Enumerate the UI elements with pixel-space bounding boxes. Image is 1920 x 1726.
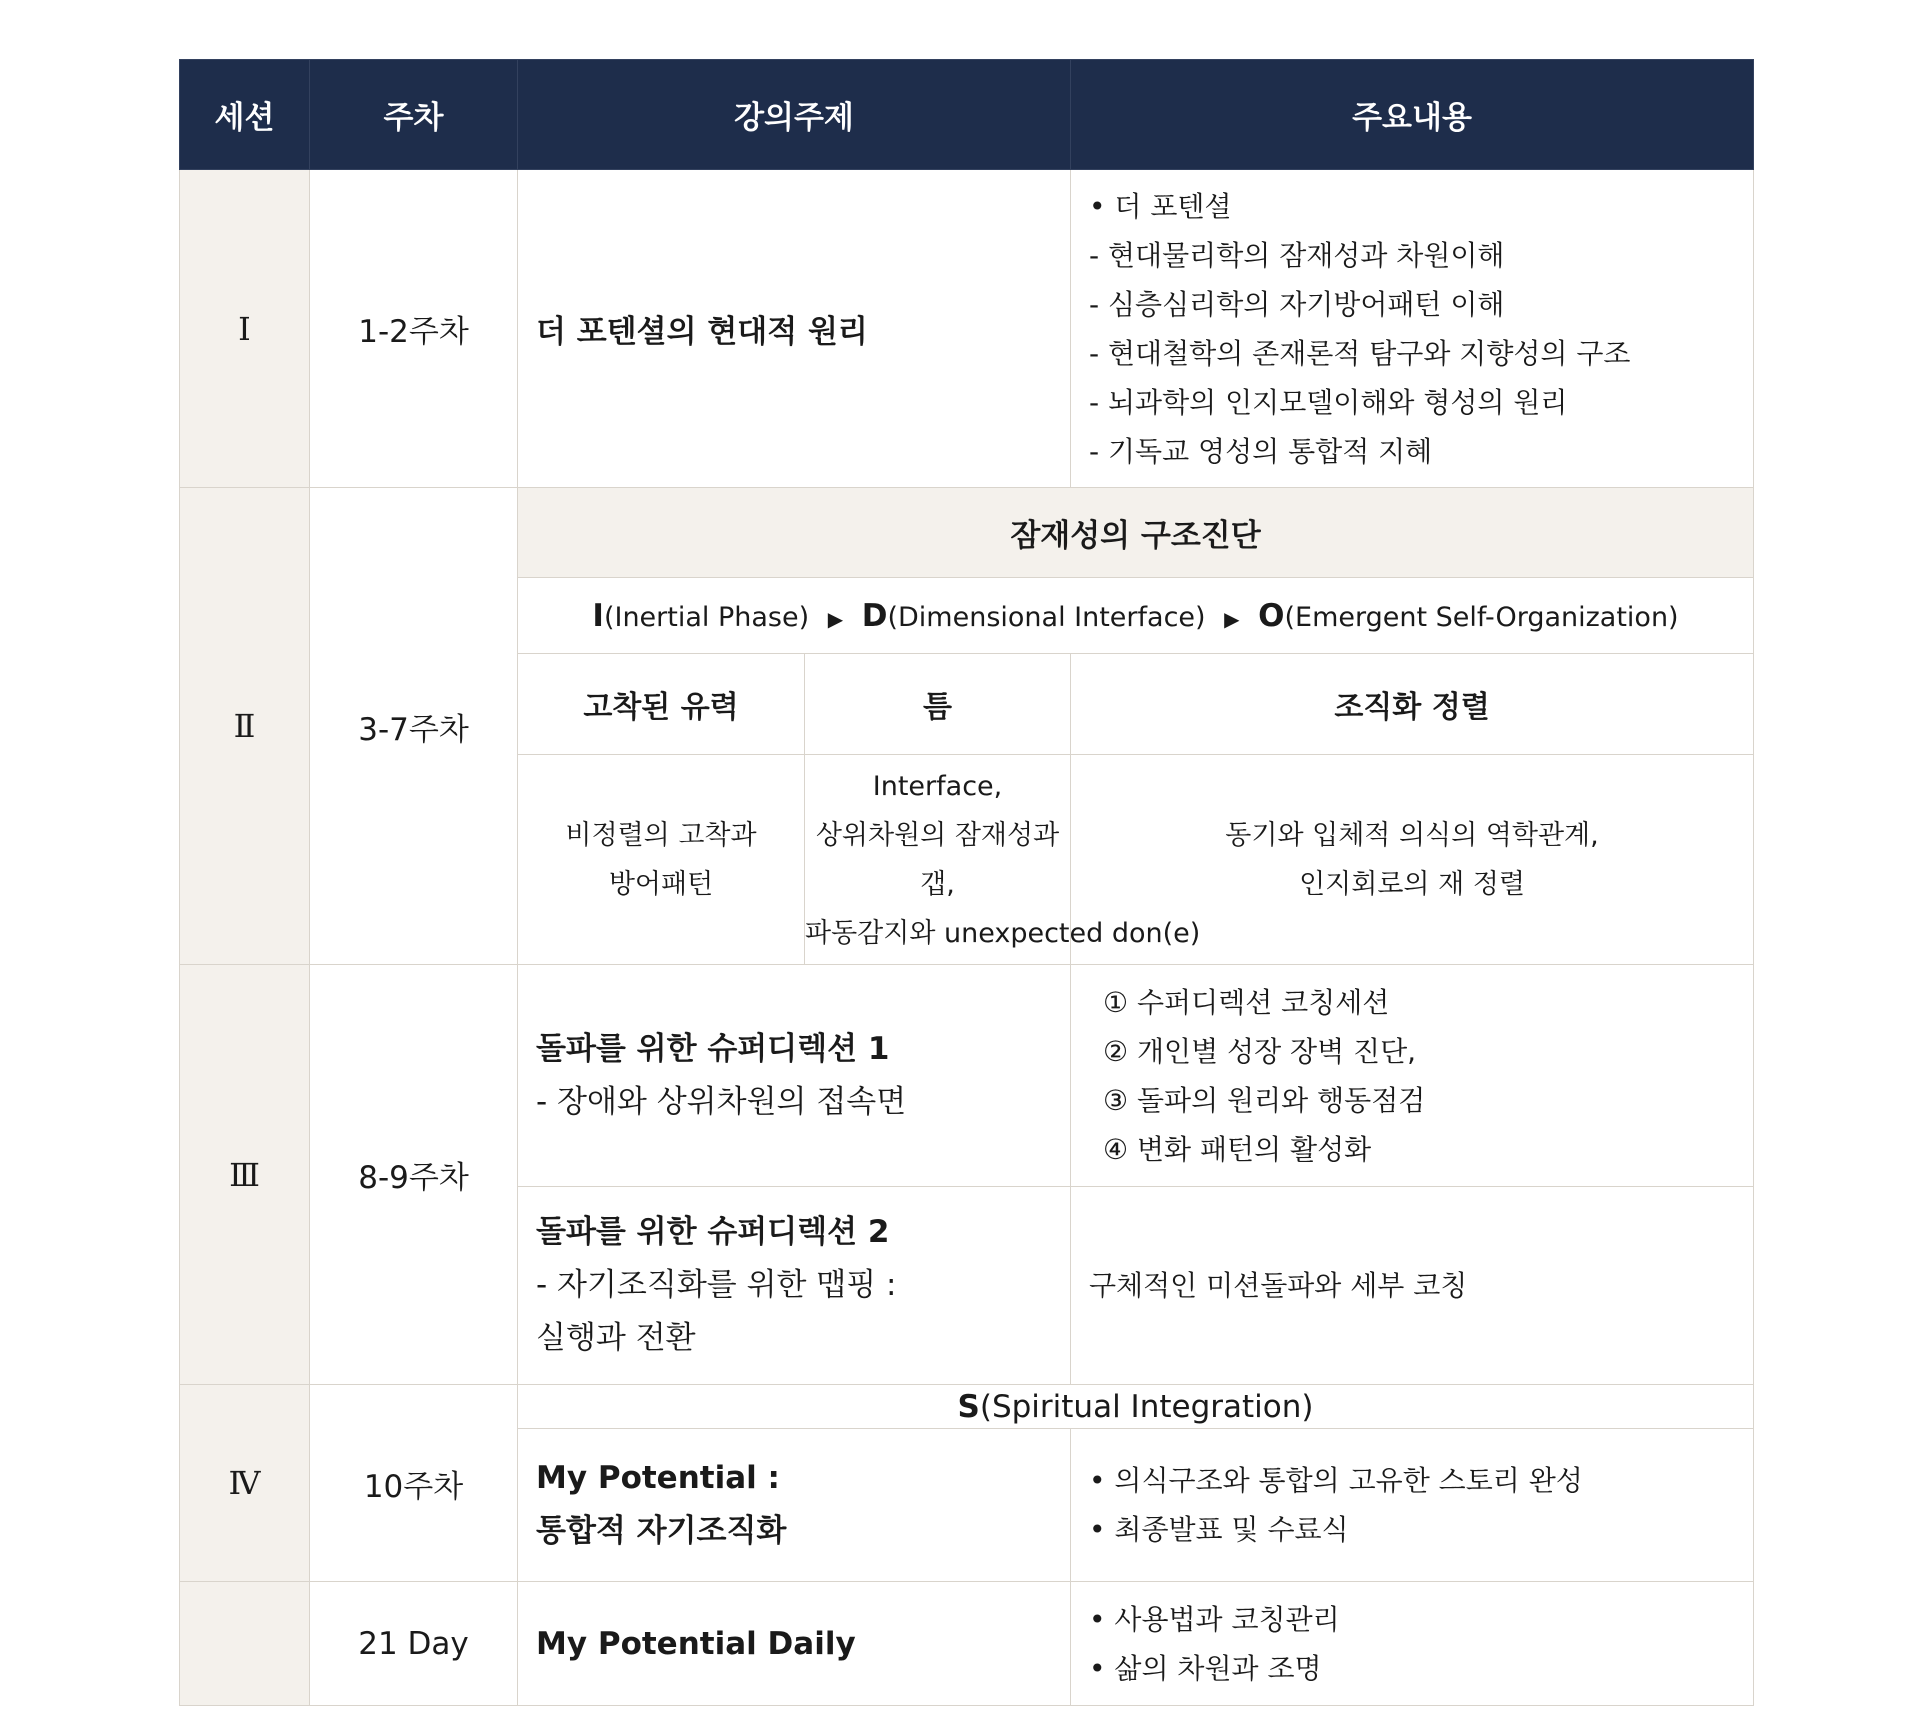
phase-text: (Emergent Self-Organization) bbox=[1284, 601, 1679, 633]
list-item: • 사용법과 코칭관리 bbox=[1089, 1602, 1340, 1636]
content-cell bbox=[1071, 170, 1754, 488]
phase-column-header: 고착된 유력 bbox=[518, 654, 805, 755]
topic-subtitle: - 장애와 상위차원의 접속면 bbox=[536, 1083, 907, 1120]
header-topic: 강의주제 bbox=[518, 60, 1071, 170]
phase-text: (Dimensional Interface) bbox=[887, 601, 1206, 633]
topic-title: 더 포텐셜의 현대적 원리 bbox=[536, 314, 868, 350]
curriculum-table bbox=[179, 59, 1754, 1706]
list-item: ④ 변화 패턴의 활성화 bbox=[1103, 1132, 1372, 1166]
header-row bbox=[180, 60, 1754, 170]
phase-text: (Inertial Phase) bbox=[603, 601, 810, 633]
phase-sequence bbox=[518, 578, 1754, 654]
session-cell: Ⅲ bbox=[180, 965, 310, 1385]
phase-column-header: 틈 bbox=[805, 654, 1071, 755]
text-line: 상위차원의 잠재성과 갭, bbox=[815, 819, 1060, 900]
topic-title: 돌파를 위한 슈퍼디렉션 2 bbox=[536, 1214, 890, 1250]
content-cell bbox=[1071, 1429, 1754, 1582]
text-line: 파동감지와 unexpected don(e) bbox=[805, 917, 1201, 949]
list-item: ③ 돌파의 원리와 행동점검 bbox=[1103, 1083, 1426, 1117]
topic-title: My Potential : bbox=[536, 1460, 780, 1496]
list-item: • 삶의 차원과 조명 bbox=[1089, 1651, 1322, 1685]
curriculum-table-wrapper bbox=[179, 59, 1753, 1706]
topic-subtitle: 실행과 전환 bbox=[536, 1320, 696, 1356]
week-cell: 8-9주차 bbox=[310, 965, 518, 1385]
diagnosis-title: 잠재성의 구조진단 bbox=[518, 488, 1754, 578]
session-cell: Ⅳ bbox=[180, 1385, 310, 1582]
text-line: 방어패턴 bbox=[608, 868, 714, 900]
content-cell: 구체적인 미션돌파와 세부 코칭 bbox=[1071, 1187, 1754, 1385]
list-item: ① 수퍼디렉션 코칭세션 bbox=[1103, 985, 1390, 1019]
table-row bbox=[180, 488, 1754, 578]
phase-letter: I bbox=[592, 597, 604, 634]
topic-cell bbox=[518, 965, 1071, 1187]
phase-column-content bbox=[805, 755, 1201, 965]
phase-text: (Spiritual Integration) bbox=[979, 1388, 1314, 1425]
week-cell: 3-7주차 bbox=[310, 488, 518, 965]
topic-cell bbox=[518, 1187, 1071, 1385]
header-content: 주요내용 bbox=[1071, 60, 1754, 170]
content-cell bbox=[1071, 965, 1754, 1187]
week-cell: 21 Day bbox=[310, 1582, 518, 1706]
list-item: ② 개인별 성장 장벽 진단, bbox=[1103, 1034, 1417, 1068]
content-cell bbox=[1071, 1582, 1754, 1706]
list-item: • 의식구조와 통합의 고유한 스토리 완성 bbox=[1089, 1464, 1583, 1497]
phase-column-header: 조직화 정렬 bbox=[1071, 654, 1754, 755]
phase-letter: S bbox=[957, 1388, 980, 1425]
week-cell: 1-2주차 bbox=[310, 170, 518, 488]
topic-cell bbox=[518, 1429, 1071, 1582]
list-item: - 심층심리학의 자기방어패턴 이해 bbox=[1089, 287, 1505, 321]
text-line: 비정렬의 고착과 bbox=[565, 819, 757, 851]
phase-column-content bbox=[518, 755, 805, 965]
text-line: 인지회로의 재 정렬 bbox=[1299, 868, 1525, 900]
header-session: 세션 bbox=[180, 60, 310, 170]
table-row bbox=[180, 1582, 1754, 1706]
list-item: • 최종발표 및 수료식 bbox=[1089, 1513, 1349, 1546]
table-row bbox=[180, 170, 1754, 488]
topic-cell bbox=[518, 170, 1071, 488]
session-cell bbox=[180, 1582, 310, 1706]
list-item: - 기독교 영성의 통합적 지혜 bbox=[1089, 434, 1433, 468]
list-item: - 뇌과학의 인지모델이해와 형성의 원리 bbox=[1089, 385, 1568, 419]
session-cell: Ⅰ bbox=[180, 170, 310, 488]
list-item: • 더 포텐셜 bbox=[1089, 189, 1232, 223]
session-cell: Ⅱ bbox=[180, 488, 310, 965]
topic-title: 돌파를 위한 슈퍼디렉션 1 bbox=[536, 1030, 890, 1067]
text-line: 동기와 입체적 의식의 역학관계, bbox=[1225, 819, 1599, 851]
table-row bbox=[180, 965, 1754, 1187]
text-line: Interface, bbox=[872, 770, 1003, 802]
topic-title: 통합적 자기조직화 bbox=[536, 1513, 787, 1549]
arrow-right-icon: ▶ bbox=[827, 606, 844, 631]
topic-title: My Potential Daily bbox=[536, 1625, 856, 1662]
topic-subtitle: - 자기조직화를 위한 맵핑 : bbox=[536, 1267, 897, 1303]
phase-letter: D bbox=[861, 597, 888, 634]
phase-letter: O bbox=[1258, 597, 1285, 634]
table-row bbox=[180, 1385, 1754, 1429]
header-week: 주차 bbox=[310, 60, 518, 170]
week-cell: 10주차 bbox=[310, 1385, 518, 1582]
list-item: - 현대물리학의 잠재성과 차원이해 bbox=[1089, 238, 1505, 272]
topic-cell bbox=[518, 1582, 1071, 1706]
arrow-right-icon: ▶ bbox=[1224, 606, 1240, 631]
list-item: - 현대철학의 존재론적 탐구와 지향성의 구조 bbox=[1089, 336, 1631, 370]
spiritual-phase bbox=[518, 1385, 1754, 1429]
